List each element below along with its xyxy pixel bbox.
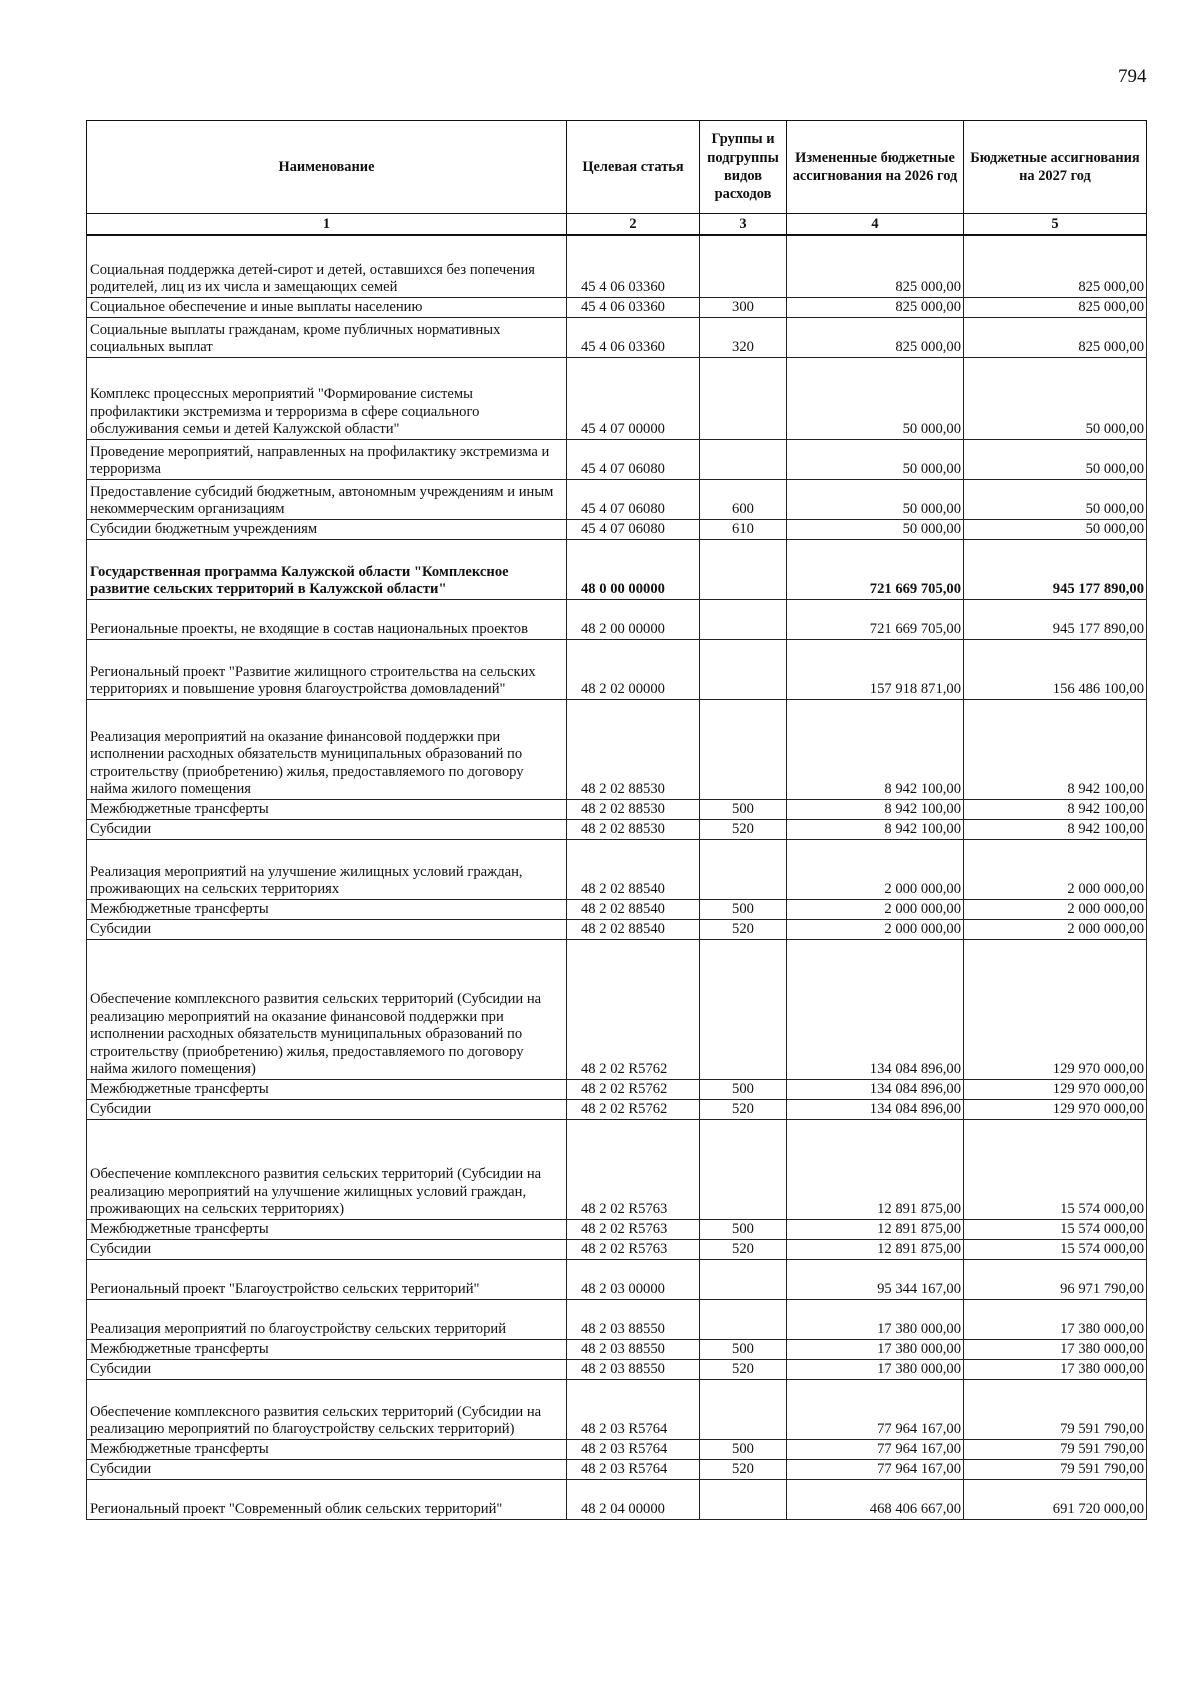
row-amount-2026: 50 000,00 <box>787 519 964 539</box>
row-expense-group: 520 <box>700 1099 787 1119</box>
table-row <box>87 1099 1147 1119</box>
row-target-code: 48 2 02 88530 <box>567 819 700 839</box>
row-expense-group: 610 <box>700 519 787 539</box>
row-name: Социальная поддержка детей-сирот и детей, оставшихся без попечения родителей, лиц из их числа и замещающих семей <box>87 235 567 297</box>
header-group: Группы и подгруппы видов расходов <box>700 121 787 214</box>
table-row <box>87 439 1147 479</box>
row-name: Субсидии <box>87 819 567 839</box>
header-name: Наименование <box>87 121 567 214</box>
row-amount-2026: 721 669 705,00 <box>787 599 964 639</box>
table-row <box>87 1439 1147 1459</box>
table-row <box>87 1359 1147 1379</box>
row-target-code: 48 2 02 88540 <box>567 899 700 919</box>
row-target-code: 48 2 03 88550 <box>567 1299 700 1339</box>
row-amount-2027: 79 591 790,00 <box>964 1459 1147 1479</box>
row-name: Предоставление субсидий бюджетным, автономным учреждениям и иным некоммерческим организациям <box>87 479 567 519</box>
row-name: Субсидии <box>87 919 567 939</box>
table-row <box>87 479 1147 519</box>
row-amount-2027: 50 000,00 <box>964 479 1147 519</box>
row-expense-group: 600 <box>700 479 787 519</box>
row-target-code: 48 2 02 R5762 <box>567 1099 700 1119</box>
row-name: Реализация мероприятий на улучшение жилищных условий граждан, проживающих на сельских территориях <box>87 839 567 899</box>
row-amount-2027: 15 574 000,00 <box>964 1219 1147 1239</box>
row-target-code: 45 4 06 03360 <box>567 297 700 317</box>
row-target-code: 48 2 03 00000 <box>567 1259 700 1299</box>
row-target-code: 45 4 07 06080 <box>567 479 700 519</box>
row-expense-group <box>700 1379 787 1439</box>
row-amount-2027: 79 591 790,00 <box>964 1379 1147 1439</box>
row-name: Субсидии <box>87 1359 567 1379</box>
row-target-code: 45 4 07 06080 <box>567 519 700 539</box>
header-amount-2026: Измененные бюджетные ассигнования на 2026 год <box>787 121 964 214</box>
row-expense-group: 520 <box>700 819 787 839</box>
row-amount-2026: 77 964 167,00 <box>787 1379 964 1439</box>
table-row <box>87 1219 1147 1239</box>
table-row <box>87 297 1147 317</box>
budget-table <box>86 120 1147 1520</box>
table-row <box>87 235 1147 297</box>
row-amount-2026: 134 084 896,00 <box>787 1099 964 1119</box>
row-amount-2027: 129 970 000,00 <box>964 1099 1147 1119</box>
row-target-code: 45 4 06 03360 <box>567 235 700 297</box>
row-amount-2026: 825 000,00 <box>787 235 964 297</box>
row-amount-2026: 721 669 705,00 <box>787 539 964 599</box>
row-expense-group <box>700 599 787 639</box>
column-number: 5 <box>964 214 1147 236</box>
row-amount-2026: 2 000 000,00 <box>787 899 964 919</box>
table-row <box>87 899 1147 919</box>
header-amount-2027: Бюджетные ассигнования на 2027 год <box>964 121 1147 214</box>
table-row <box>87 1079 1147 1099</box>
row-amount-2026: 77 964 167,00 <box>787 1459 964 1479</box>
row-expense-group: 520 <box>700 1359 787 1379</box>
row-target-code: 48 2 02 R5763 <box>567 1119 700 1219</box>
table-body <box>87 235 1147 1519</box>
row-expense-group <box>700 439 787 479</box>
row-target-code: 48 2 02 88530 <box>567 699 700 799</box>
row-amount-2026: 12 891 875,00 <box>787 1239 964 1259</box>
row-amount-2027: 825 000,00 <box>964 317 1147 357</box>
row-name: Региональный проект "Благоустройство сельских территорий" <box>87 1259 567 1299</box>
row-amount-2026: 17 380 000,00 <box>787 1299 964 1339</box>
row-expense-group: 500 <box>700 899 787 919</box>
row-expense-group <box>700 1299 787 1339</box>
row-amount-2026: 468 406 667,00 <box>787 1479 964 1519</box>
row-amount-2026: 17 380 000,00 <box>787 1359 964 1379</box>
row-amount-2027: 691 720 000,00 <box>964 1479 1147 1519</box>
row-amount-2026: 50 000,00 <box>787 439 964 479</box>
row-name: Комплекс процессных мероприятий "Формирование системы профилактики экстремизма и терроризма в сфере социального обслуживания семьи и детей Калужской области" <box>87 357 567 439</box>
row-expense-group: 320 <box>700 317 787 357</box>
row-amount-2026: 2 000 000,00 <box>787 839 964 899</box>
row-amount-2027: 945 177 890,00 <box>964 539 1147 599</box>
row-target-code: 48 2 02 88540 <box>567 919 700 939</box>
page-number: 794 <box>1118 66 1147 87</box>
row-amount-2027: 2 000 000,00 <box>964 839 1147 899</box>
row-amount-2027: 17 380 000,00 <box>964 1359 1147 1379</box>
row-amount-2027: 2 000 000,00 <box>964 899 1147 919</box>
row-name: Субсидии бюджетным учреждениям <box>87 519 567 539</box>
row-amount-2026: 17 380 000,00 <box>787 1339 964 1359</box>
table-row <box>87 519 1147 539</box>
row-expense-group <box>700 235 787 297</box>
row-amount-2027: 17 380 000,00 <box>964 1299 1147 1339</box>
row-amount-2026: 157 918 871,00 <box>787 639 964 699</box>
row-target-code: 48 2 03 R5764 <box>567 1459 700 1479</box>
row-amount-2027: 50 000,00 <box>964 519 1147 539</box>
row-name: Межбюджетные трансферты <box>87 799 567 819</box>
row-amount-2026: 134 084 896,00 <box>787 939 964 1079</box>
row-target-code: 48 2 02 00000 <box>567 639 700 699</box>
row-amount-2026: 50 000,00 <box>787 357 964 439</box>
row-name: Субсидии <box>87 1239 567 1259</box>
row-expense-group: 500 <box>700 1339 787 1359</box>
row-amount-2026: 825 000,00 <box>787 317 964 357</box>
row-target-code: 48 2 03 R5764 <box>567 1439 700 1459</box>
row-name: Реализация мероприятий на оказание финансовой поддержки при исполнении расходных обязательств муниципальных образований по строительству (приобретению) жилья, предоставляемого по договору найма жилого помещения <box>87 699 567 799</box>
column-number: 3 <box>700 214 787 236</box>
table-row <box>87 539 1147 599</box>
row-target-code: 48 2 02 R5762 <box>567 939 700 1079</box>
row-target-code: 48 2 02 R5762 <box>567 1079 700 1099</box>
row-name: Государственная программа Калужской области "Комплексное развитие сельских территорий в Калужской области" <box>87 539 567 599</box>
row-target-code: 48 2 03 R5764 <box>567 1379 700 1439</box>
row-name: Межбюджетные трансферты <box>87 1219 567 1239</box>
table-row <box>87 639 1147 699</box>
row-target-code: 48 2 02 R5763 <box>567 1219 700 1239</box>
row-target-code: 45 4 06 03360 <box>567 317 700 357</box>
table-row <box>87 819 1147 839</box>
row-name: Проведение мероприятий, направленных на профилактику экстремизма и терроризма <box>87 439 567 479</box>
table-row <box>87 1299 1147 1339</box>
row-name: Межбюджетные трансферты <box>87 1439 567 1459</box>
row-amount-2027: 2 000 000,00 <box>964 919 1147 939</box>
table-row <box>87 1479 1147 1519</box>
row-expense-group: 500 <box>700 799 787 819</box>
row-expense-group <box>700 357 787 439</box>
row-expense-group <box>700 539 787 599</box>
row-amount-2026: 2 000 000,00 <box>787 919 964 939</box>
row-expense-group: 520 <box>700 1459 787 1479</box>
row-name: Субсидии <box>87 1099 567 1119</box>
column-number: 4 <box>787 214 964 236</box>
row-name: Межбюджетные трансферты <box>87 1339 567 1359</box>
row-amount-2027: 825 000,00 <box>964 235 1147 297</box>
table-row <box>87 317 1147 357</box>
row-name: Социальные выплаты гражданам, кроме публичных нормативных социальных выплат <box>87 317 567 357</box>
row-amount-2026: 8 942 100,00 <box>787 799 964 819</box>
row-name: Обеспечение комплексного развития сельских территорий (Субсидии на реализацию мероприятий по благоустройству сельских территорий) <box>87 1379 567 1439</box>
row-amount-2027: 8 942 100,00 <box>964 699 1147 799</box>
row-amount-2027: 96 971 790,00 <box>964 1259 1147 1299</box>
row-amount-2027: 79 591 790,00 <box>964 1439 1147 1459</box>
row-amount-2027: 15 574 000,00 <box>964 1239 1147 1259</box>
table-row <box>87 839 1147 899</box>
table-row <box>87 599 1147 639</box>
row-target-code: 48 2 03 88550 <box>567 1359 700 1379</box>
row-amount-2027: 15 574 000,00 <box>964 1119 1147 1219</box>
row-amount-2026: 8 942 100,00 <box>787 699 964 799</box>
row-name: Межбюджетные трансферты <box>87 899 567 919</box>
row-target-code: 48 2 00 00000 <box>567 599 700 639</box>
row-expense-group <box>700 839 787 899</box>
row-target-code: 45 4 07 00000 <box>567 357 700 439</box>
table-row <box>87 1459 1147 1479</box>
row-name: Субсидии <box>87 1459 567 1479</box>
row-amount-2026: 50 000,00 <box>787 479 964 519</box>
row-amount-2026: 134 084 896,00 <box>787 1079 964 1099</box>
row-target-code: 48 2 02 88540 <box>567 839 700 899</box>
table-row <box>87 919 1147 939</box>
row-target-code: 48 2 03 88550 <box>567 1339 700 1359</box>
row-name: Обеспечение комплексного развития сельских территорий (Субсидии на реализацию мероприятий на оказание финансовой поддержки при исполнении расходных обязательств муниципальных образований по строительству (приобретению) жилья, предоставляемого по договору найма жилого помещения) <box>87 939 567 1079</box>
row-amount-2027: 129 970 000,00 <box>964 939 1147 1079</box>
row-expense-group: 300 <box>700 297 787 317</box>
table-row <box>87 1239 1147 1259</box>
row-amount-2027: 50 000,00 <box>964 439 1147 479</box>
row-amount-2027: 156 486 100,00 <box>964 639 1147 699</box>
row-amount-2027: 825 000,00 <box>964 297 1147 317</box>
row-expense-group: 500 <box>700 1079 787 1099</box>
row-expense-group <box>700 1119 787 1219</box>
table-row <box>87 1339 1147 1359</box>
row-amount-2026: 12 891 875,00 <box>787 1219 964 1239</box>
row-target-code: 45 4 07 06080 <box>567 439 700 479</box>
row-amount-2026: 77 964 167,00 <box>787 1439 964 1459</box>
row-amount-2026: 95 344 167,00 <box>787 1259 964 1299</box>
header-code: Целевая статья <box>567 121 700 214</box>
row-name: Региональный проект "Современный облик сельских территорий" <box>87 1479 567 1519</box>
row-name: Региональный проект "Развитие жилищного строительства на сельских территориях и повышение уровня благоустройства домовладений" <box>87 639 567 699</box>
column-number: 1 <box>87 214 567 236</box>
table-row <box>87 699 1147 799</box>
row-target-code: 48 2 02 88530 <box>567 799 700 819</box>
row-name: Обеспечение комплексного развития сельских территорий (Субсидии на реализацию мероприятий на улучшение жилищных условий граждан, проживающих на сельских территориях) <box>87 1119 567 1219</box>
table-row <box>87 1379 1147 1439</box>
row-expense-group: 500 <box>700 1219 787 1239</box>
row-amount-2026: 12 891 875,00 <box>787 1119 964 1219</box>
row-amount-2027: 129 970 000,00 <box>964 1079 1147 1099</box>
table-row <box>87 1119 1147 1219</box>
row-name: Региональные проекты, не входящие в состав национальных проектов <box>87 599 567 639</box>
row-expense-group: 520 <box>700 919 787 939</box>
row-target-code: 48 0 00 00000 <box>567 539 700 599</box>
row-expense-group: 520 <box>700 1239 787 1259</box>
row-target-code: 48 2 02 R5763 <box>567 1239 700 1259</box>
row-amount-2027: 8 942 100,00 <box>964 819 1147 839</box>
row-amount-2026: 8 942 100,00 <box>787 819 964 839</box>
row-expense-group: 500 <box>700 1439 787 1459</box>
row-expense-group <box>700 939 787 1079</box>
column-number: 2 <box>567 214 700 236</box>
row-amount-2027: 8 942 100,00 <box>964 799 1147 819</box>
row-name: Межбюджетные трансферты <box>87 1079 567 1099</box>
row-amount-2027: 17 380 000,00 <box>964 1339 1147 1359</box>
row-amount-2027: 50 000,00 <box>964 357 1147 439</box>
row-expense-group <box>700 1479 787 1519</box>
table-row <box>87 799 1147 819</box>
row-expense-group <box>700 639 787 699</box>
row-target-code: 48 2 04 00000 <box>567 1479 700 1519</box>
table-row <box>87 939 1147 1079</box>
row-name: Социальное обеспечение и иные выплаты населению <box>87 297 567 317</box>
table-row <box>87 1259 1147 1299</box>
row-amount-2027: 945 177 890,00 <box>964 599 1147 639</box>
row-expense-group <box>700 1259 787 1299</box>
table-row <box>87 357 1147 439</box>
row-name: Реализация мероприятий по благоустройству сельских территорий <box>87 1299 567 1339</box>
row-amount-2026: 825 000,00 <box>787 297 964 317</box>
row-expense-group <box>700 699 787 799</box>
